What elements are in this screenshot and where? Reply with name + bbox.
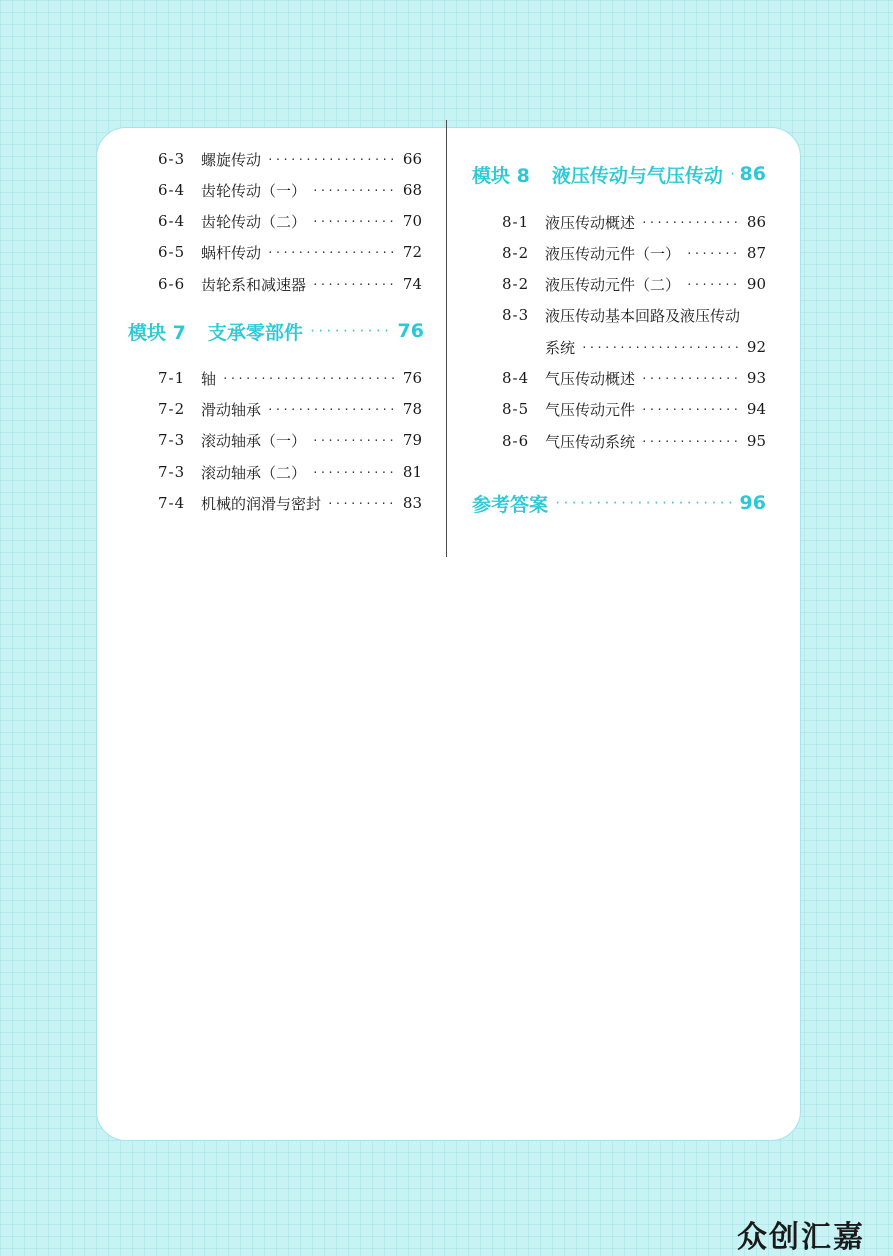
answers-title: 参考答案 bbox=[472, 493, 549, 516]
leader-dots bbox=[327, 497, 397, 510]
module-title: 液压传动与气压传动 bbox=[551, 164, 723, 187]
entry-page: 79 bbox=[402, 431, 422, 449]
entry-page: 94 bbox=[746, 400, 766, 418]
toc-entry[interactable] bbox=[502, 430, 766, 452]
toc-entry[interactable] bbox=[158, 148, 422, 170]
leader-dots bbox=[312, 278, 397, 291]
module-7-heading[interactable] bbox=[128, 317, 424, 345]
entry-title: 气压传动元件 bbox=[545, 400, 636, 419]
entry-title: 齿轮系和减速器 bbox=[201, 275, 307, 294]
leader-dots bbox=[267, 246, 397, 259]
leader-dots bbox=[641, 435, 741, 448]
entry-number: 6-4 bbox=[158, 181, 186, 199]
leader-dots bbox=[222, 372, 397, 385]
entry-page: 76 bbox=[402, 369, 422, 387]
leader-dots bbox=[309, 324, 392, 338]
entry-number: 7-3 bbox=[158, 431, 186, 449]
entry-title: 齿轮传动（一） bbox=[201, 181, 307, 200]
leader-dots bbox=[686, 278, 741, 291]
module-page: 76 bbox=[397, 320, 424, 342]
entry-title: 机械的润滑与密封 bbox=[201, 494, 322, 513]
toc-entry[interactable] bbox=[502, 273, 766, 295]
toc-entry[interactable] bbox=[502, 367, 766, 389]
toc-entry[interactable] bbox=[158, 398, 422, 420]
entry-page: 86 bbox=[746, 213, 766, 231]
answers-page: 96 bbox=[739, 492, 766, 514]
module-label: 模块 7 bbox=[128, 321, 186, 344]
entry-number: 7-4 bbox=[158, 494, 186, 512]
entry-title: 系统 bbox=[545, 338, 576, 357]
entry-number: 7-2 bbox=[158, 400, 186, 418]
entry-page: 81 bbox=[402, 463, 422, 481]
leader-dots bbox=[641, 403, 741, 416]
entry-title: 气压传动概述 bbox=[545, 369, 636, 388]
entry-number: 6-3 bbox=[158, 150, 186, 168]
module-8-heading[interactable] bbox=[472, 160, 766, 188]
entry-title: 滚动轴承（一） bbox=[201, 431, 307, 450]
toc-entry[interactable] bbox=[158, 210, 422, 232]
toc-entry[interactable] bbox=[502, 242, 766, 264]
toc-entry[interactable] bbox=[158, 492, 422, 514]
entry-number: 6-4 bbox=[158, 212, 186, 230]
entry-page: 90 bbox=[746, 275, 766, 293]
leader-dots bbox=[312, 434, 397, 447]
leader-dots bbox=[729, 167, 734, 181]
entry-page: 68 bbox=[402, 181, 422, 199]
entry-number: 7-1 bbox=[158, 369, 186, 387]
entry-title: 气压传动系统 bbox=[545, 432, 636, 451]
leader-dots bbox=[267, 153, 397, 166]
entry-number: 8-6 bbox=[502, 432, 530, 450]
entry-title: 液压传动概述 bbox=[545, 213, 636, 232]
entry-number: 6-5 bbox=[158, 243, 186, 261]
leader-dots bbox=[686, 247, 741, 260]
entry-number: 8-5 bbox=[502, 400, 530, 418]
toc-entry-continuation[interactable] bbox=[545, 336, 766, 358]
entry-page: 83 bbox=[402, 494, 422, 512]
leader-dots bbox=[312, 215, 397, 228]
module-page: 86 bbox=[739, 163, 766, 185]
entry-page: 78 bbox=[402, 400, 422, 418]
toc-entry[interactable] bbox=[502, 398, 766, 420]
leader-dots bbox=[312, 466, 397, 479]
entry-title: 蜗杆传动 bbox=[201, 243, 262, 262]
leader-dots bbox=[641, 372, 741, 385]
entry-number: 8-2 bbox=[502, 275, 530, 293]
entry-page: 87 bbox=[746, 244, 766, 262]
module-title: 支承零部件 bbox=[207, 321, 303, 344]
answers-heading[interactable] bbox=[472, 489, 766, 517]
column-divider bbox=[446, 120, 447, 557]
entry-title: 液压传动元件（一） bbox=[545, 244, 681, 263]
toc-entry[interactable] bbox=[502, 211, 766, 233]
entry-number: 6-6 bbox=[158, 275, 186, 293]
module-label: 模块 8 bbox=[472, 164, 530, 187]
leader-dots bbox=[267, 403, 397, 416]
entry-number: 8-3 bbox=[502, 306, 530, 324]
entry-number: 8-4 bbox=[502, 369, 530, 387]
entry-title: 液压传动基本回路及液压传动 bbox=[545, 306, 741, 325]
entry-number: 7-3 bbox=[158, 463, 186, 481]
toc-entry[interactable] bbox=[158, 367, 422, 389]
entry-page: 72 bbox=[402, 243, 422, 261]
toc-entry[interactable] bbox=[158, 241, 422, 263]
entry-page: 66 bbox=[402, 150, 422, 168]
entry-title: 齿轮传动（二） bbox=[201, 212, 307, 231]
entry-title: 轴 bbox=[201, 369, 217, 388]
leader-dots bbox=[581, 341, 741, 354]
entry-page: 93 bbox=[746, 369, 766, 387]
entry-number: 8-1 bbox=[502, 213, 530, 231]
entry-title: 液压传动元件（二） bbox=[545, 275, 681, 294]
entry-page: 70 bbox=[402, 212, 422, 230]
entry-page: 95 bbox=[746, 432, 766, 450]
entry-title: 滚动轴承（二） bbox=[201, 463, 307, 482]
entry-title: 滑动轴承 bbox=[201, 400, 262, 419]
toc-entry[interactable] bbox=[502, 304, 766, 326]
leader-dots bbox=[554, 496, 734, 510]
toc-entry[interactable] bbox=[158, 461, 422, 483]
leader-dots bbox=[312, 184, 397, 197]
entry-page: 92 bbox=[746, 338, 766, 356]
leader-dots bbox=[641, 216, 741, 229]
toc-entry[interactable] bbox=[158, 429, 422, 451]
entry-number: 8-2 bbox=[502, 244, 530, 262]
entry-page: 74 bbox=[402, 275, 422, 293]
toc-entry[interactable] bbox=[158, 179, 422, 201]
entry-title: 螺旋传动 bbox=[201, 150, 262, 169]
toc-entry[interactable] bbox=[158, 273, 422, 295]
watermark-logo: 众创汇嘉 bbox=[737, 1220, 865, 1255]
